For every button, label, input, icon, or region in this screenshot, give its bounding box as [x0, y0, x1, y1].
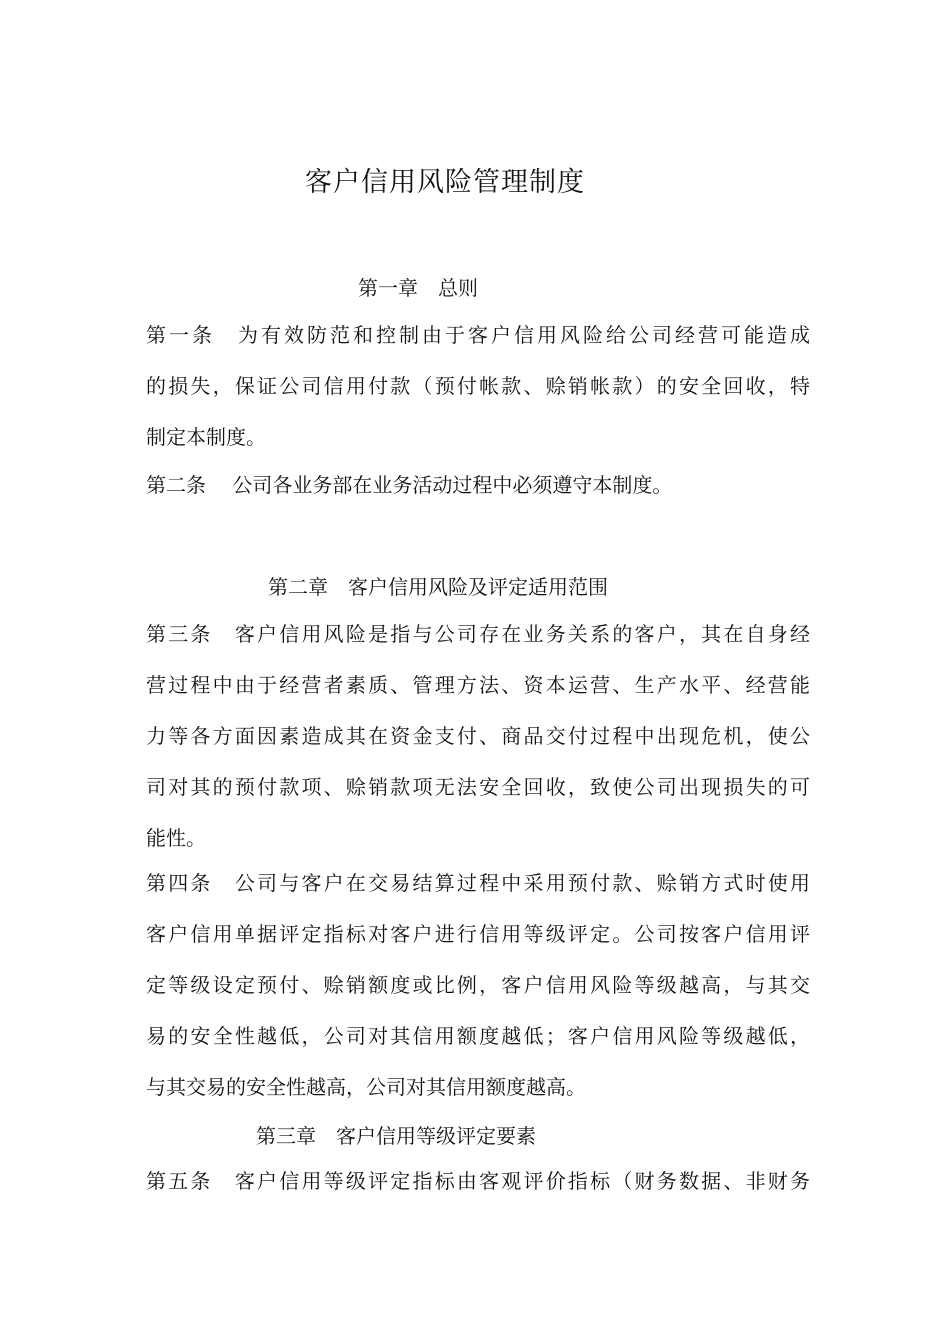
article-4-line-4: 易的安全性越低，公司对其信用额度越低；客户信用风险等级越低， — [146, 1024, 810, 1048]
article-1-line-3: 制定本制度。 — [146, 425, 266, 449]
article-3-line-2: 营过程中由于经营者素质、管理方法、资本运营、生产水平、经营能 — [146, 673, 810, 697]
article-2-line-1: 第二条 公司各业务部在业务活动过程中必须遵守本制度。 — [146, 473, 673, 497]
article-3 — [146, 609, 810, 864]
article-5-line-1: 第五条 客户信用等级评定指标由客观评价指标（财务数据、非财务 — [146, 1169, 810, 1193]
article-3-line-4: 司对其的预付款项、赊销款项无法安全回收，致使公司出现损失的可 — [146, 775, 810, 799]
article-3-line-1: 第三条 客户信用风险是指与公司存在业务关系的客户，其在自身经 — [146, 622, 810, 646]
article-4-line-3: 定等级设定预付、赊销额度或比例，客户信用风险等级越高，与其交 — [146, 973, 810, 997]
chapter-heading-2: 第二章 客户信用风险及评定适用范围 — [268, 575, 608, 599]
chapter-heading-1: 第一章 总则 — [358, 276, 478, 300]
article-1 — [146, 310, 810, 463]
article-4-line-1: 第四条 公司与客户在交易结算过程中采用预付款、赊销方式时使用 — [146, 871, 810, 895]
article-5 — [146, 1156, 810, 1207]
article-4-line-5: 与其交易的安全性越高，公司对其信用额度越高。 — [146, 1075, 586, 1099]
article-1-line-2: 的损失，保证公司信用付款（预付帐款、赊销帐款）的安全回收，特 — [146, 374, 810, 398]
article-4 — [146, 858, 810, 1113]
article-3-line-3: 力等各方面因素造成其在资金支付、商品交付过程中出现危机，使公 — [146, 724, 810, 748]
document-title: 客户信用风险管理制度 — [305, 167, 585, 198]
chapter-heading-3: 第三章 客户信用等级评定要素 — [256, 1124, 536, 1148]
article-1-line-1: 第一条 为有效防范和控制由于客户信用风险给公司经营可能造成 — [146, 323, 810, 347]
article-2 — [146, 460, 810, 511]
article-3-line-5: 能性。 — [146, 826, 206, 850]
article-4-line-2: 客户信用单据评定指标对客户进行信用等级评定。公司按客户信用评 — [146, 922, 810, 946]
